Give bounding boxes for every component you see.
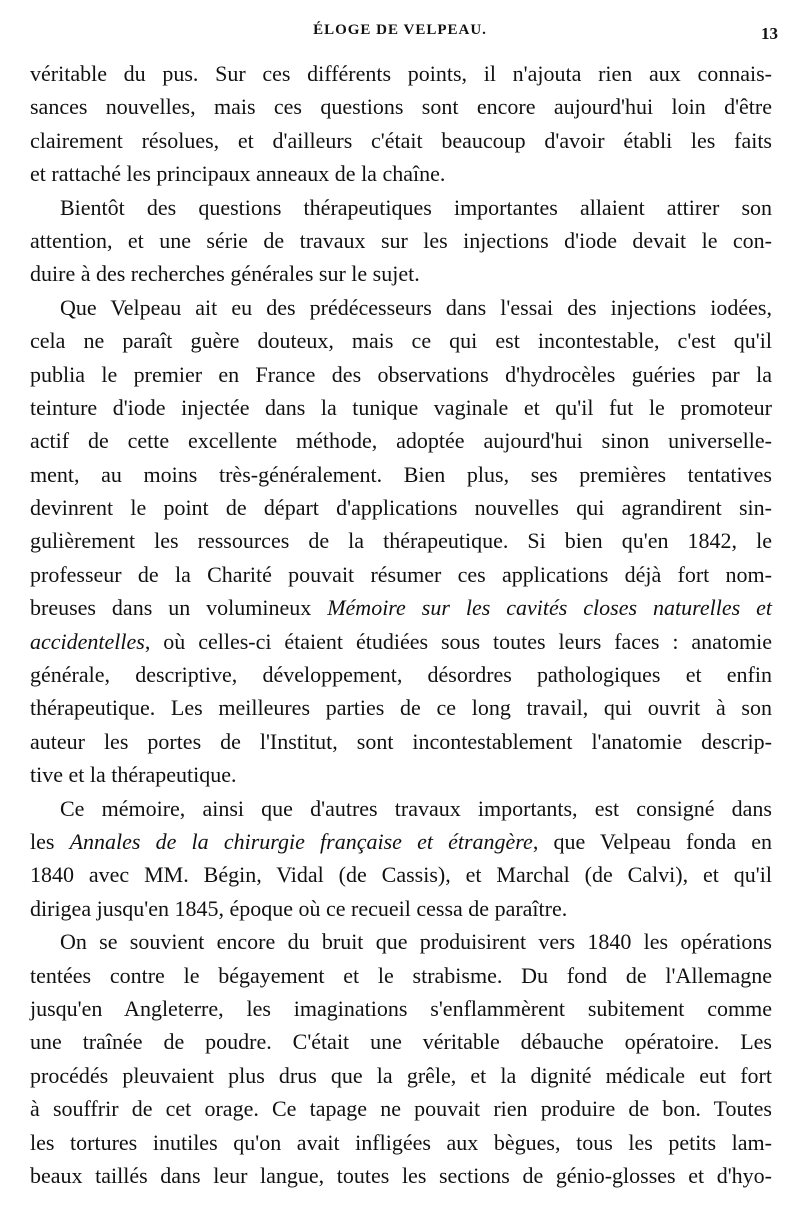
text-line: les tortures inutiles qu'on avait infligées aux bègues, tous les petits lam-: [30, 1129, 772, 1155]
text-line: Ce mémoire, ainsi que d'autres travaux importants, est consigné dans: [60, 795, 772, 821]
italic-title: accidentelles: [30, 628, 145, 654]
page-number: 13: [761, 24, 778, 43]
text-line: ment, au moins très-généralement. Bien plus, ses premières tentatives: [30, 461, 772, 487]
text-line: tive et la thérapeutique.: [30, 762, 237, 788]
text-line: publia le premier en France des observations d'hydrocèles guéries par la: [30, 361, 772, 387]
text-line: clairement résolues, et d'ailleurs c'était beaucoup d'avoir établi les faits: [30, 127, 772, 153]
text-line: gulièrement les ressources de la thérapeutique. Si bien qu'en 1842, le: [30, 528, 772, 554]
text-line: Que Velpeau ait eu des prédécesseurs dans l'essai des injections iodées,: [60, 294, 772, 320]
text-line: [30, 591, 772, 624]
text-segment: , où celles-ci étaient étudiées sous toutes leurs faces : anatomie: [144, 628, 772, 654]
text-line: [30, 625, 772, 658]
text-line: une traînée de poudre. C'était une véritable débauche opératoire. Les: [30, 1029, 772, 1055]
text-line: auteur les portes de l'Institut, sont incontestablement l'anatomie descrip-: [30, 728, 772, 754]
text-line: On se souvient encore du bruit que produisirent vers 1840 les opérations: [60, 929, 772, 955]
text-line: procédés pleuvaient plus drus que la grêle, et la dignité médicale eut fort: [30, 1062, 772, 1088]
text-line: teinture d'iode injectée dans la tunique vaginale et qu'il fut le promoteur: [30, 394, 772, 420]
body-text: [30, 57, 772, 1192]
running-head: [0, 22, 800, 50]
text-line: 1840 avec MM. Bégin, Vidal (de Cassis), et Marchal (de Calvi), et qu'il: [30, 862, 772, 888]
text-line: dirigea jusqu'en 1845, époque où ce recueil cessa de paraître.: [30, 895, 568, 921]
text-line: à souffrir de cet orage. Ce tapage ne pouvait rien produire de bon. Toutes: [30, 1096, 772, 1122]
text-line: et rattaché les principaux anneaux de la chaîne.: [30, 161, 446, 187]
italic-title: Mémoire sur les cavités closes naturelles et: [327, 595, 772, 621]
text-line: attention, et une série de travaux sur les injections d'iode devait le con-: [30, 227, 772, 253]
text-line: tentées contre le bégayement et le strabisme. Du fond de l'Allemagne: [30, 962, 772, 988]
text-line: beaux taillés dans leur langue, toutes les sections de génio-glosses et d'hyo-: [30, 1162, 772, 1188]
text-line: sances nouvelles, mais ces questions sont encore aujourd'hui loin d'être: [30, 94, 772, 120]
text-line: générale, descriptive, développement, désordres pathologiques et enfin: [30, 662, 772, 688]
text-segment: , que Velpeau fonda en: [532, 828, 773, 854]
text-line: duire à des recherches générales sur le sujet.: [30, 261, 420, 287]
text-line: véritable du pus. Sur ces différents points, il n'ajouta rien aux connais-: [30, 61, 772, 86]
text-line: jusqu'en Angleterre, les imaginations s'enflammèrent subitement comme: [30, 995, 772, 1021]
text-line: [30, 825, 772, 858]
running-head-title: ÉLOGE DE VELPEAU.: [313, 22, 487, 38]
italic-title: Annales de la chirurgie française et étrangère: [69, 828, 533, 854]
text-line: actif de cette excellente méthode, adoptée aujourd'hui sinon universelle-: [30, 428, 772, 454]
text-line: Bientôt des questions thérapeutiques importantes allaient attirer son: [60, 194, 772, 220]
text-line: cela ne paraît guère douteux, mais ce qui est incontestable, c'est qu'il: [30, 328, 772, 354]
text-line: devinrent le point de départ d'applications nouvelles qui agrandirent sin-: [30, 495, 772, 521]
text-line: thérapeutique. Les meilleures parties de ce long travail, qui ouvrit à son: [30, 695, 772, 721]
text-segment: les: [30, 828, 55, 854]
text-line: professeur de la Charité pouvait résumer ces applications déjà fort nom-: [30, 561, 772, 587]
text-segment: breuses dans un volumineux: [30, 595, 312, 621]
